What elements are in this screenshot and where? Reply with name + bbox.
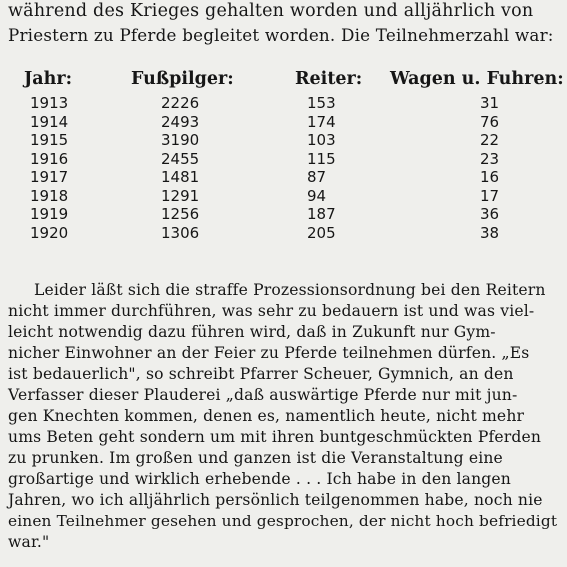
cell-pilgrims: 2455: [161, 149, 200, 168]
cell-pilgrims: 1306: [161, 223, 200, 242]
header-pilgrims: Fußpilger:: [131, 69, 234, 89]
cell-year: 1917: [30, 168, 69, 186]
cell-wagons: 16: [480, 168, 500, 186]
cell-pilgrims: 2226: [161, 94, 200, 112]
cell-riders: 153: [307, 94, 336, 112]
cell-riders: 187: [307, 205, 336, 223]
table-row: [20, 205, 555, 224]
cell-riders: 174: [307, 112, 336, 131]
cell-year: 1919: [30, 205, 69, 223]
cell-wagons: 17: [480, 186, 500, 205]
cell-year: 1920: [30, 223, 69, 242]
table-row: [20, 187, 555, 206]
intro-line-1: während des Krieges gehalten worden und alljährlich von: [8, 1, 534, 21]
paragraph-line-7: gen Knechten kommen, denen es, namentlich heute, nicht mehr: [8, 407, 525, 425]
cell-year: 1913: [30, 94, 69, 112]
table-row: [20, 131, 555, 150]
cell-wagons: 76: [480, 112, 500, 131]
table-row: [20, 113, 555, 132]
paragraph-line-2: nicht immer durchführen, was sehr zu bedauern ist und was viel-: [8, 302, 535, 320]
paragraph-line-3: leicht notwendig dazu führen wird, daß in Zukunft nur Gym-: [8, 323, 496, 341]
table-row: [20, 168, 555, 187]
paragraph-line-6: Verfasser dieser Plauderei „daß auswärtige Pferde nur mit jun-: [8, 386, 518, 404]
cell-pilgrims: 1256: [161, 205, 200, 223]
paragraph-line-11: Jahren, wo ich alljährlich persönlich teilgenommen habe, noch nie: [8, 491, 543, 509]
cell-riders: 94: [307, 186, 327, 205]
paragraph-line-5: ist bedauerlich", so schreibt Pfarrer Scheuer, Gymnich, an den: [8, 365, 514, 383]
header-year: Jahr:: [24, 69, 73, 89]
cell-riders: 205: [307, 223, 336, 242]
cell-pilgrims: 1291: [161, 186, 200, 205]
cell-pilgrims: 1481: [161, 168, 200, 186]
paragraph-line-4: nicher Einwohner an der Feier zu Pferde teilnehmen dürfen. „Es: [8, 344, 530, 362]
cell-pilgrims: 3190: [161, 131, 200, 149]
cell-wagons: 23: [480, 149, 500, 168]
cell-riders: 103: [307, 131, 336, 149]
intro-line-2: Priestern zu Pferde begleitet worden. Die Teilnehmerzahl war:: [8, 25, 554, 45]
table-header-row: [20, 67, 555, 94]
participant-table: [20, 67, 564, 242]
cell-year: 1914: [30, 112, 69, 131]
cell-riders: 87: [307, 168, 327, 186]
paragraph-line-8: ums Beten geht sondern um mit ihren buntgeschmückten Pferden: [8, 428, 542, 446]
header-riders: Reiter:: [295, 69, 363, 89]
paragraph-line-10: großartige und wirklich erhebende . . . Ich habe in den langen: [8, 470, 511, 488]
cell-wagons: 22: [480, 131, 500, 149]
table-row: [20, 224, 555, 243]
cell-year: 1916: [30, 149, 69, 168]
table-row: [20, 94, 555, 113]
cell-pilgrims: 2493: [161, 112, 200, 131]
table-header: [20, 67, 564, 94]
cell-year: 1915: [30, 131, 69, 149]
cell-year: 1918: [30, 186, 69, 205]
cell-riders: 115: [307, 149, 336, 168]
paragraph-line-13: war.": [8, 533, 50, 551]
table-body: [20, 94, 555, 242]
header-wagons: Wagen u. Fuhren:: [390, 69, 564, 89]
cell-wagons: 36: [480, 205, 500, 223]
table-row: [20, 150, 555, 169]
paragraph-line-1: Leider läßt sich die straffe Prozessionsordnung bei den Reitern: [34, 281, 546, 299]
cell-wagons: 38: [480, 223, 500, 242]
paragraph-line-12: einen Teilnehmer gesehen und gesprochen, der nicht hoch befriedigt: [8, 512, 558, 530]
cell-wagons: 31: [480, 94, 500, 112]
paragraph-line-9: zu prunken. Im großen und ganzen ist die Veranstaltung eine: [8, 449, 503, 467]
